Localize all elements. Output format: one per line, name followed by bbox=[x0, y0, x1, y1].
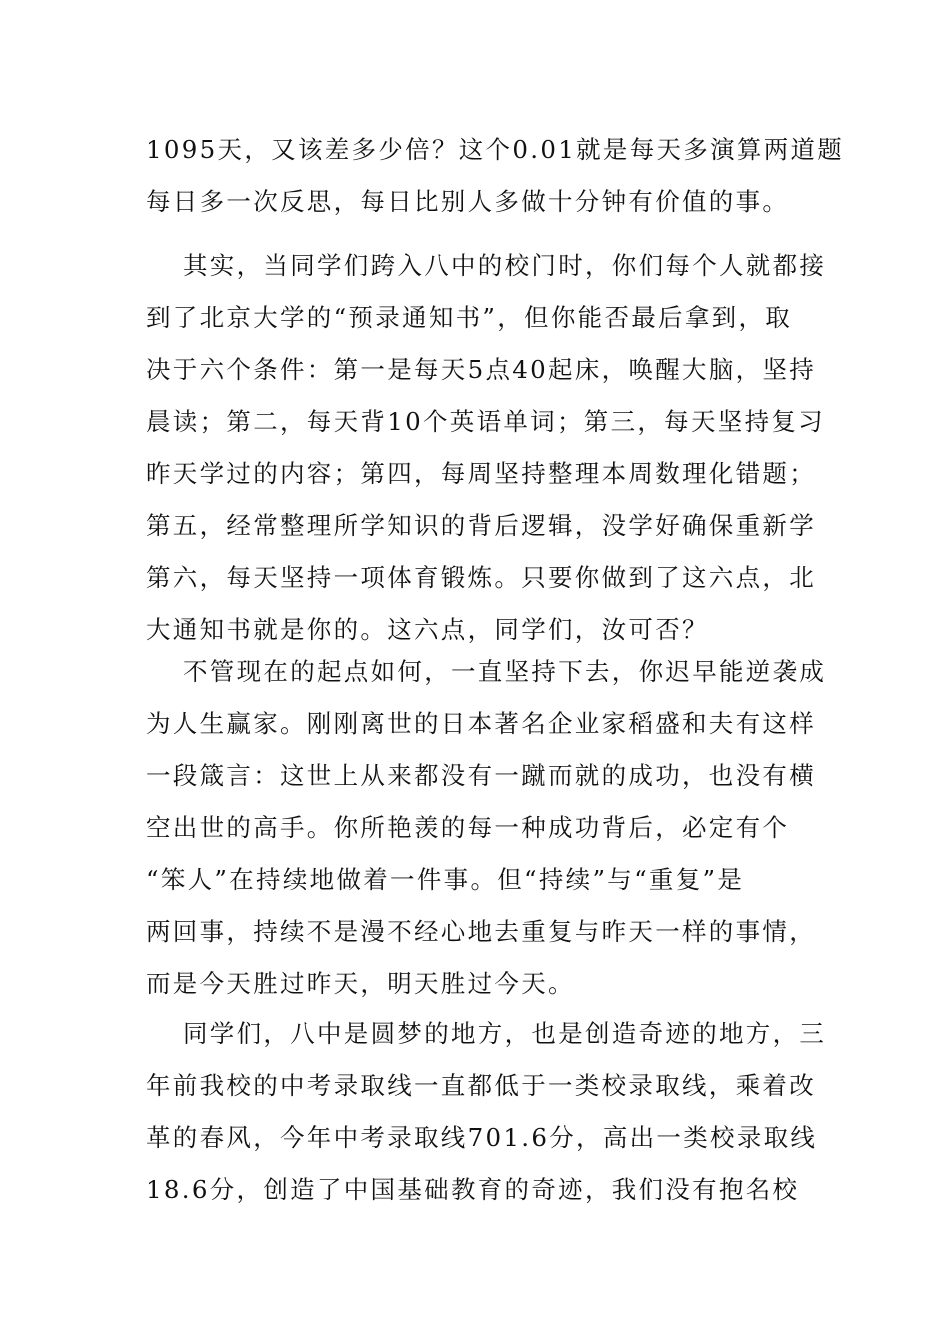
text-line: 18.6分，创造了中国基础教育的奇迹，我们没有抱名校 bbox=[146, 1175, 800, 1204]
paragraph bbox=[146, 124, 845, 228]
text-line: 晨读；第二，每天背10个英语单词；第三，每天坚持复习 bbox=[146, 407, 825, 436]
text-line: 革的春风，今年中考录取线701.6分，高出一类校录取线 bbox=[146, 1123, 818, 1152]
text-line: 空出世的高手。你所艳羡的每一种成功背后，必定有个 bbox=[146, 813, 790, 842]
text-line: “笨人”在持续地做着一件事。但“持续”与“重复”是 bbox=[146, 865, 745, 894]
paragraph bbox=[146, 240, 827, 656]
text-line: 第六，每天坚持一项体育锻炼。只要你做到了这六点，北 bbox=[146, 563, 816, 592]
text-line: 决于六个条件：第一是每天5点40起床，唤醒大脑，坚持 bbox=[146, 355, 817, 384]
text-line: 不管现在的起点如何，一直坚持下去，你迟早能逆袭成 bbox=[183, 657, 827, 686]
text-line: 其实，当同学们跨入八中的校门时，你们每个人就都接 bbox=[183, 251, 827, 280]
text-line: 大通知书就是你的。这六点，同学们，汝可否？ bbox=[146, 615, 709, 644]
text-line: 两回事，持续不是漫不经心地去重复与昨天一样的事情， bbox=[146, 917, 816, 946]
text-line: 每日多一次反思，每日比别人多做十分钟有价值的事。 bbox=[146, 187, 790, 216]
text-line: 1095天，又该差多少倍？这个0.01就是每天多演算两道题 bbox=[146, 135, 845, 164]
text-line: 一段箴言：这世上从来都没有一蹴而就的成功，也没有横 bbox=[146, 761, 816, 790]
text-line: 而是今天胜过昨天，明天胜过今天。 bbox=[146, 969, 575, 998]
text-line: 同学们，八中是圆梦的地方，也是创造奇迹的地方，三 bbox=[183, 1019, 827, 1048]
text-line: 第五，经常整理所学知识的背后逻辑，没学好确保重新学 bbox=[146, 511, 816, 540]
text-line: 年前我校的中考录取线一直都低于一类校录取线，乘着改 bbox=[146, 1071, 816, 1100]
text-line: 为人生赢家。刚刚离世的日本著名企业家稻盛和夫有这样 bbox=[146, 709, 816, 738]
paragraph bbox=[146, 646, 827, 1010]
paragraph bbox=[146, 1008, 827, 1216]
text-line: 到了北京大学的“预录通知书”，但你能否最后拿到，取 bbox=[146, 303, 793, 332]
text-line: 昨天学过的内容；第四，每周坚持整理本周数理化错题； bbox=[146, 459, 816, 488]
